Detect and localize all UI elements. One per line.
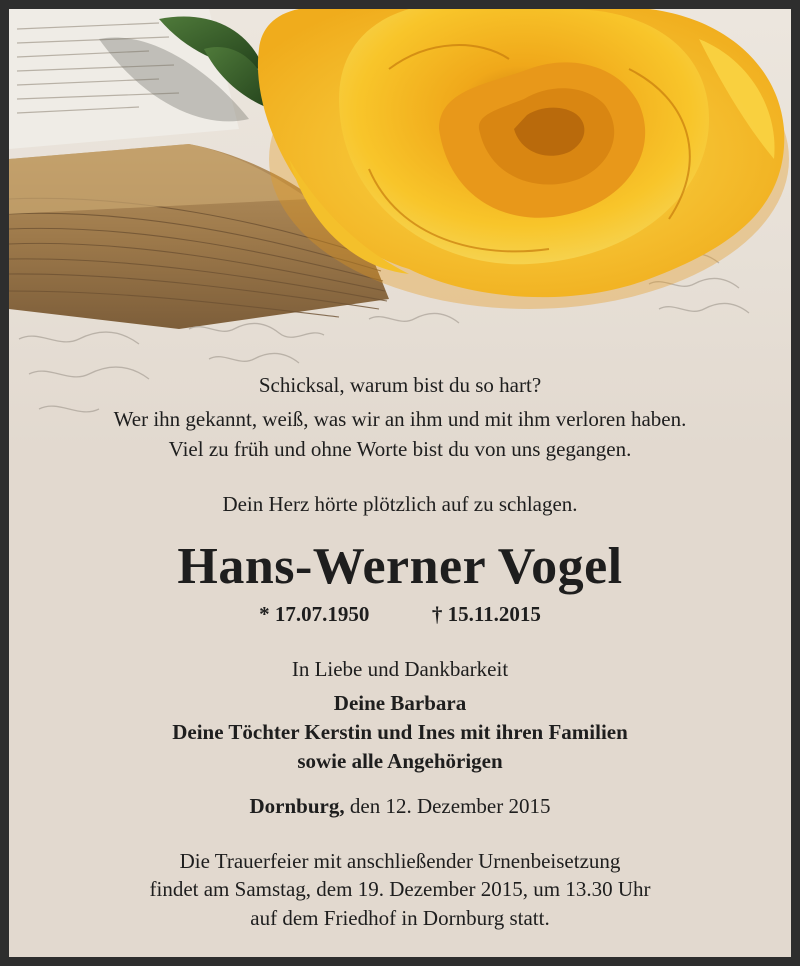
death-date: † 15.11.2015 — [431, 602, 541, 626]
place: Dornburg, — [249, 794, 345, 818]
funeral-line-1: Die Trauerfeier mit anschließender Urnenbeisetzung — [179, 849, 621, 873]
place-date — [9, 794, 791, 819]
date: den 12. Dezember 2015 — [344, 794, 551, 818]
deceased-name: Hans-Werner Vogel — [177, 538, 623, 595]
life-dates — [9, 602, 791, 627]
funeral-line-3: auf dem Friedhof in Dornburg statt. — [250, 906, 550, 930]
mourners-intro: In Liebe und Dankbarkeit — [291, 657, 509, 681]
heart-line: Dein Herz hörte plötzlich auf zu schlagen. — [222, 492, 578, 516]
funeral-line-2: findet am Samstag, dem 19. Dezember 2015, um 13.30 Uhr — [149, 877, 651, 901]
mourner-line-1: Deine Barbara — [333, 691, 467, 715]
verse-line-2: Wer ihn gekannt, weiß, was wir an ihm und mit ihm verloren haben. — [113, 407, 687, 431]
birth-date: * 17.07.1950 — [259, 602, 370, 626]
mourner-line-2: Deine Töchter Kerstin und Ines mit ihren Familien — [172, 720, 628, 744]
verse-line-3: Viel zu früh und ohne Worte bist du von uns gegangen. — [168, 437, 632, 461]
verse-line-1: Schicksal, warum bist du so hart? — [258, 373, 542, 397]
mourner-line-3: sowie alle Angehörigen — [297, 749, 503, 773]
